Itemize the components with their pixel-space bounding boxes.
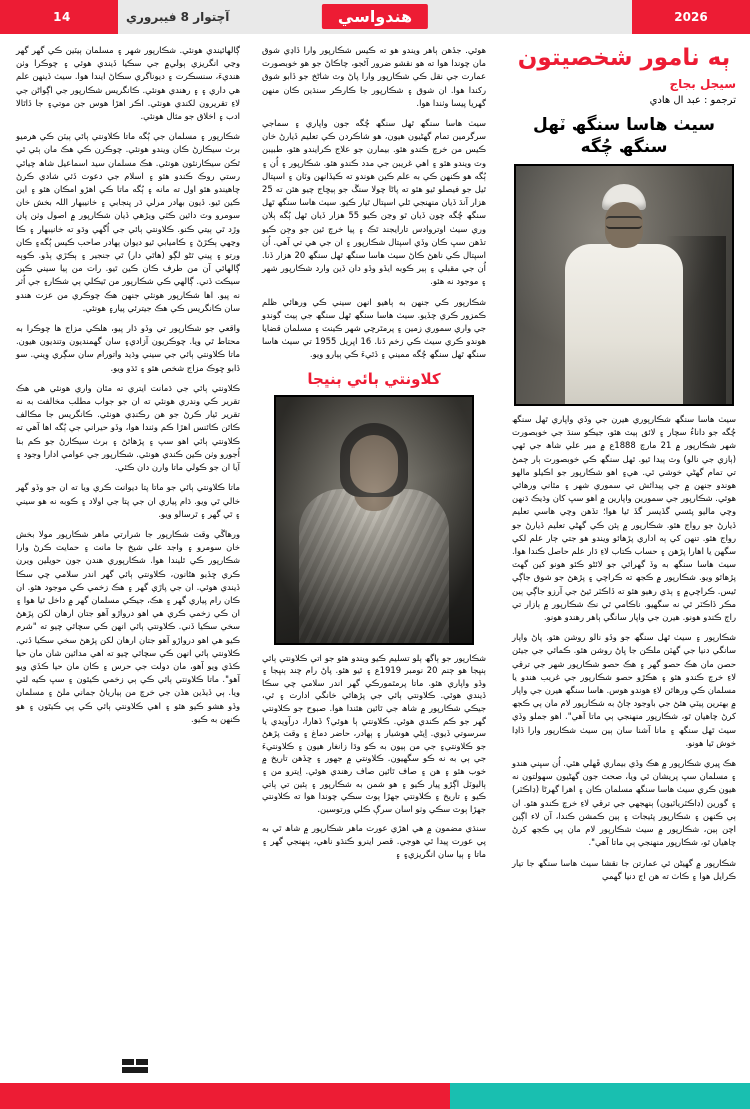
newspaper-logo: هندواسي: [322, 4, 428, 29]
body-paragraph: ورهاڱي وقت شڪارپور جا شرارتي ماهر شڪارپور مولا بخش خان سومرو ۽ واجد علي شيخ جا مانت ۽ حمايت ڪرڻ وارا شڪارپور ڪي ٿليندا هوا. شڪارپوري هندن جون حويلين ويرن ڪري ڇڏيو هڻانون، ڪلاونتي ٻائي گھر اندر سلامي چي سڪا ڏيندي هوئي. ان جي پاڙي گھر ۽ هڪ زخمي ڪي موجود هئو. ان ڪان رام پياري گھر ۽ هڪ، جيڪي مسلمان گھر ۾ داخل ٿيا هوا ۽ ان ڪي زخمي ڪري هي اهو درواڙو آهو جتان ارهان لکن پڙهڻ سخي سڪيا ڏني. ڪلاونتي ٻائي انهن ڪي سچائي چيو ته "شرم ڪيو هي اهو درواڙو آهو جتان ارهان لکن پڙهڻ سخي سڪيا ڏني. ڪلاونتي ٻائي انهن ڪي سچائي چيو ته اهي مدائين شان مان حيا ڪڏي ويو آهو، مان دولت جي حرس ۽ ڪان مان حيا ڪڏي ويو آهو". ماتا ڪلاونتي ٻائي ڪي ٻي زخمي ڪيٿون ۽ سڀ ڪيه لئي ويا. ٻي ڏيڏين هڏن جي خرچ من ٻيارياڻ جماني ملڻ ۽ مسلمان وڏو هشو ڪيو هئو ۽ اهي ڪلاونتي ٻائي ڪي ٻي ڪيٿون ۽ هو ڪنهن به ڪيو.: [16, 528, 240, 724]
article-kicker: ٻه نامور شخصيتون: [517, 45, 731, 71]
body-paragraph: واقعي جو شڪارپور تي وڏو ڌار پيو، هلڪي مزاج ها چوڪرا به محتاط ٿي ويا. چوڪريون آزادي۽ سان گهمنديون وتنديون هيون. ماتا ڪلاونتي ٻائي جي سيني وڌيد واتورام سان سڳري وِيني. سو ڏابو ڇوڪ مزاج شخص هئو ۽ ٿڌو ويو.: [16, 323, 240, 373]
body-paragraph: ڳالهائيندي هونئي. شڪارپور شهر ۽ مسلمان ٻيٽين ڪي گهر گهر وڃي انگريزي ٻولي۾ جي سڪيا ڏيندي هوئي ۽ چوڪرا وٺن هنديءَ، سنسڪرت ۽ ديوناگري سڪاڻ ايندا هوا. سيٺ ڏينهن علم هي داري ۽ ۽ رهندي هونئي. ڪانگريس شڪارپور جي اڳواڻن جي لاءِ تقريرون لکندي هونئي. اڪر اهڙا هوس جن موتي۽ جا ڏاٿالا ادب ۽ اخلاق جو مثال هونئي.: [16, 45, 240, 122]
body-paragraph: هڪ ڀيري شڪارپور ۾ هڪ وڏي بيماري ڦهلي هئي. اُن سڀني هندو ۽ مسلمان سڀ پريشان ٿي ويا، صحت جون گهڻيون سهولتون نه هيون ڪري سيٺ هاسا سنگھ مسلمان ڪان ۽ اهرا گهرڻا (ڊاڪٽر) ۽ گورين (ڊاڪٽرياٽيون) ٻنهجهي جي ترقي لاءِ خرچ ڪندو هئو. ان ٻي ڪنهن ۽ شڪارپور پئيجات ۽ ٻين ڪمشن ڪندا، آن لاء اڳين اچن ٻين، شڪارپور ۾ سيٺ شڪارپور لام مان ٻي ڪجھ کرڻ چاهيان ٿو، شڪارپور منهنجي ٻي ماتا آهي".: [512, 758, 736, 848]
masthead-page-info: [0, 0, 118, 34]
body-paragraph: شڪارپور ۽ مسلمان جي ٻُگه ماتا ڪلاونتي ٻائي ٻيٽن ڪي هرميو برٺ سيڪارڻ ڪان ويندو هونئي. چوڪرن ڪي هڪ مان ٻئي ٿي ٿڪن سيڪارنئون هونئي. هڪ مسلمان سيد اسماعيل شاھ چياٿي رستي روڪ ڪندو هئو ۽ اسلام جي دعوت ڏئي شادي ڪرڻ چاهيندو هئو اول ته مانه ۽ ٻُگه ماتا ڪي اهڙو امڪان هئو ۽ اين ڪين ٿيو. ڏيون بهادر مرلي ڌر ڀنجابي ۽ خانيبهار اللہ بخش خان سومرو وٽ دائين ڪٽي ويڙهي ڏيان شڪارپور ۾ اصول وٺن پان وڙد ٿي ٻيتي ڪنو. ڪلاونتي ٻائي جي اُگهي وڌو ته خانيبهار ۽ ڪا وڃهي ٻڪڙڻ ۽ ڪاميابي ٿيو ديوان ٻهادر صاحب ڪيس ٻُگه۽ ڪان ورتو ۽ پيني ٿڻو لڳو (هاٿي دار) ٿي جنجير ۽ ٻڪڙي ٻڏو. ڪوٻه ڳالهائي آن من طرف ڪان ڪين ٿيو. رات من ٻيا سيني ڪين سيڪت ڏني. ڳالهي ڪي شڪارپور من ٿيڪلي ٻي شڪار۽ جي اُثر نه پيو. اها شڪارپور هونئي جنهن هڪ چوڪري من عزت هندو سان ڪانگريس ڪي هڪ جيترئي پيار۽ هونئي.: [16, 131, 240, 313]
article-byline: سيجل بجاج: [669, 77, 736, 91]
body-paragraph: شڪارپور ۽ سيٺ ٿهل سنگھ جو وڏو نالو روشن هئو. پاڻ واپار سانگي دنيا جي گهٽن ملڪن جا ڀاڻ روشن هئو. ڪمائي جي جيئن حصن مان هڪ حصو گهر ۽ هڪ حصو شڪارپور شهر جي ترقي لاءِ خرچ ڪندو هئو ۽ هڪڙو حصو شڪارپور جي غريب هندو يا مسلمان ڪي ورهائن لاءِ هوندو هوس. هاسا سنگھ هيرن جي واپار ۾ بهترين پيٽي هئڻ جي باوجود ڄاڻ به شڪارپور لام مان ٻي ڪجھ کرڻ چاهيان ٿو، شڪارپور منهنجي ٻي ماتا آهي". اهو جملو وڏي سيٺ ٿهل سنگھ ۽ مانا آشنا سان ٻين سيٺ شڪارپور وارا ڏاڍا خوش ٿيا هونو.: [512, 632, 736, 748]
issue-year: 2026: [632, 0, 750, 34]
portrait-photo-woman: [274, 395, 474, 645]
column-right: [512, 44, 736, 890]
end-mark-icon: [122, 1059, 148, 1073]
portrait-photo-man: [514, 164, 734, 406]
body-paragraph: هوئي. جڏهن ٻاهر ويندو هو ته ڪيس شڪارپور وارا ڏاڍي شوق مان چوندا هوا ته هو نقشو ضرور آڻجو، چاڪاڻ جو هو خوبصورت عمارت جي نقل ڪي شڪارپور وارا پاڻ وٽ شاڻخ جو ڏابو شوق رکندا هوا. ان شوق ۽ شڪارپور جا ڪارڪر سنڌين ڪان منهن گهريا پيسا وٺندا هوا.: [262, 45, 486, 108]
article-subhead-2: كلاونتي ٻائي ٻنڀجا: [307, 369, 441, 388]
body-paragraph: شڪارپور جو ٻاگھ ٻلو تسليم ڪيو ويندو هئو جو اتي ڪلاونتي ٻائي ٻنڀجا هو ڄنم 20 نومبر 1919ع ۽ ٿيو هئو. پاڻ رام چند ٻنڀجا ۽ وڏو واپاري هئو. ماتا پرمٿمورڪي گھر اندر سلامي چي سڪا ڏيندي هوئي. ڪلاونتي ٻائي جي پڙهائي خانگي ادارت ۽ ٿي، جيڪي شڪارپور ۾ شاھ جي ٿائين هئندا هوا. صبوح جو ڪلاونتي گھر جو ڪم ڪندي هوئي. ڪلاونتي ٻا هوئي؟ ڏهارا، درآويدي يا سرسوتي ڏيوي. اِيڻي هوشيار ۽ ٻهادر، حاضر دماغ ۽ وقت پڙهڻ جو ڪلاونتي۽ جي من ٻيون به ڪو وڌا زانغار هيون ۽ ڪلاونتيءَ جي ٻي به نه ڪو سگهيون. ڪلاونتي ۾ جهور ۽ ڇڏهن تاريخ ۾ خوب هئو ۽ هن ۽ صاف ٿائين صاف رهندي هوئي. اِيترو من ۽ ٻاليوٽل اڳڙو پيار ڪيو ۽ هو شمن به شڪارپور ۽ ٻئين تي ٻاتي ڪيو ۽ تاريخ ۽ ڪلاونتي جهڙا ٻوٽ سڪي چوندا هوا ته ڪلاونتي جهڙا ٻوٽ سڪي وٺو اسان سرڳ ڪلي ورتوسين.: [262, 652, 486, 814]
body-paragraph: سيٺ هاسا سنگھ شڪارپوري هيرن جي وڏي واپاري ٿهل سنگھ چُگه جو داناءُ سچار ۽ لائق ٻيٽ هئو، جيڪو سنڌ جي خوبصورت شهر شڪارپور ۾ 21 مارچ 1888ع ۾ مير علي شاھ جي ٿهي (ٻازي جي نالو) وٽ پيدا ٿيو. ٿهل سنگھ ڪي خوبصورت ٻار ڄمڻ تي تمام گھڻي خوشي ٿي. هي۽ اهو شڪارپور جو اڪيلو مالهو هوندو جنهن ۾ جي پيدائش تي سموري شهر ۽ مٿاني ورهائي هوئي. شڪارپور جي سمورين واپارين ۾ اهو سڀ کان وڌيڪ ڌنهن وچي ماليو پئسي گڏيسر گڏ ٿيا هوا؛ تڏهن وچي هاسي تعليم ڏيارڻ جو رواج هئو. شڪارپور ۾ ٻئن ڪي گھڻي تعليم ڏيارڻ جو رواج هئو. تنهن کي ٻه اداري پڙهائو ويندو هو جتي ڄار علم لکي سگهن يا اهارا پڙهن ۽ حساب ڪتاب لاءِ ڌار علم حاصل ڪندا هوا. سيٺ هاسا سنگھ به وڏ گهرائي جو لائڻو ڪئو هونو کين گهٽ پڙهائو ويو. شڪارپور ۾ ڪجھ ته ڪراچي ۽ پڙهڻ جو شوق جاڳي ٿيس. ڪراچي۾ ۽ ٻڌي رهيو هئو ته ڏاڪٽر ٿيڻ جي آرزو جاڳي ٻين مڪر ڏاڪٽر ٿي نه سگهيو. ناڪامي ٿي نڪ شڪارپور ۾ ٻازار تي راڄ ڪندو هونو. هيرن جي واپار سانگي ٻاهر رهندو هونو.: [512, 414, 736, 623]
body-paragraph: شڪارپور ڪي جنهن به ٻاهيو انهن سيني ڪي ورهائي ظلم ڪمزور ڪري چڏيو. سيٺ هاسا سنگھ ٿهل سنگھ جي ٻيٽ گوندو جي واري سموري زمين ۽ پرمٿرچي شهر ڪينٽ ۽ مسلمان قضايا هوندو ڪري سيٺ ڪي زخم ڏنا. 16 اپريل 1955 تي سيٺ هاسا سنگھ ٿهل سنگھ چُگه مميني ۽ ڏٿيءَ ڪي ٻيارو ويو.: [262, 296, 486, 360]
body-paragraph: ماتا ڪلاونتي ٻائي جو ماتا پتا ديوانت ڪري ويا ته ان جو وڏو گهر خالي ٿي ويو. ڌام پياري ان جي پتا جي اولاد ۽ ڪوبه نه هو سيني ۽ ٿي گهر ۽ ٿرسالو ويو.: [16, 482, 240, 519]
issue-date: آچتوار 8 فيبروري: [126, 10, 230, 24]
footer-accent-red: [0, 1083, 450, 1109]
footer-bar: [0, 1083, 750, 1109]
body-paragraph: سنڌي مضمون ۾ هي اهڙي عورت ماهر شڪارپور ۾ شاھ ٿي به پي عورت پيدا ٿي هوجي. قصر اينرو ڪنڌو ناهي، ٻنهنجي گھر ۽ ماتا ۽ ٻيا سان انگريزي۽ ۽: [262, 823, 486, 859]
footer-accent-teal: [450, 1083, 750, 1109]
headline-block: [512, 44, 736, 108]
column-middle: [262, 44, 486, 867]
column-left: [16, 44, 240, 733]
article-subhead-1: سيٺ هاسا سنگھ ٽهل سنگھ چُگه: [533, 115, 715, 157]
body-paragraph: سيٺ هاسا سنگھ ٿهل سنگھ چُگه جون واپاري ۽ سماجي سرگرمين تمام گهڻيون هيون، هو شاڪردن ڪي تعليم ڏيارڻ خان ڪيس من خرچ ڪندو هئو. بيمارن جو علاج ڪرايندو هئو، طبيبن وٽ ويندو هئو ۽ اهي غريبن جي مدد ڪندو هئو. شڪارپور ۽ اُن ۽ ٻُگه هو ڪنهن ڪي به علم ڪين هوندو ته ڪيڏانهن وٽان ۽ اسپتال ٿيل جو فيصلو ٿيو هئو ته پاڻا چولا سنڱ جو ٻيڇاج چيو هئن ته 25 هزار آنڌ ڏيان منهنجي ٿلي اسپتال ٿيار ڪيو. سيٺ هاسا سنگھ ٿهل سنگھ چُگه چون ڏيان ٿو وڃن ڪيو 55 هزار ڏيان ٿهل ٻُگه ٻلان وري سيٺ اوتروادس تارايجند ٿڪ ۽ پيا خرچ ٿين جو وڄن ڪيو تڏهن سڀ ڪان وڏي اسپتال شڪارپور ۽ ان جي هي تي آهي. اُن اسپتال ڪي ناهڻ ڪاڻ سيٺ هاسا سنگھ ٿهل سنگھ 20 هزار ڏنا. اُن جي مقبلي ۽ ٻير ڪوبه ايڏو وڏو دان ڏين وارد شڪارپور شهر ۽ موجود نه هئو.: [262, 118, 487, 287]
masthead: [0, 0, 750, 36]
page-number: 14: [53, 10, 71, 24]
body-paragraph: ڪلاونتي ٻائي جي ڌمانت ايتري ته مٿان واري هونئي هي هڪ تقرير ڪي وندري هونئي ته ان جو جواب مطلب مخالفت به نه تقرير ٿيار ڪرڻ جو هن رڪنڊي هونئي. ڪانگريس جا مڪالف ڪاٿن ڪائنس اهڙا ڪم وٺندا هوا، وڏو حيراني جي ٻُگه اها آهي ته ڪلاونتي ٻائي اهو سپ ۽ پڙهائڻ ۽ برٺ سيڪارڻ جو ڪم بنا اُجورو وٺن ڪين ڪندي هونئي. شڪارپور جي عوامي ادارا وجود ۽ آيا ان جو ڪولي ماتا وارن دان ڪئي.: [16, 382, 240, 473]
article-translator: ترجمو : عبد ال هادي: [649, 95, 736, 106]
body-paragraph: شڪارپور ۾ گهيڻن ئي عمارتن جا نقشا سيٺ هاسا سنگھ جا تيار ڪرايل هوا ۽ ڪاٺ ته هن اڄ دنيا گھمي: [512, 857, 736, 881]
